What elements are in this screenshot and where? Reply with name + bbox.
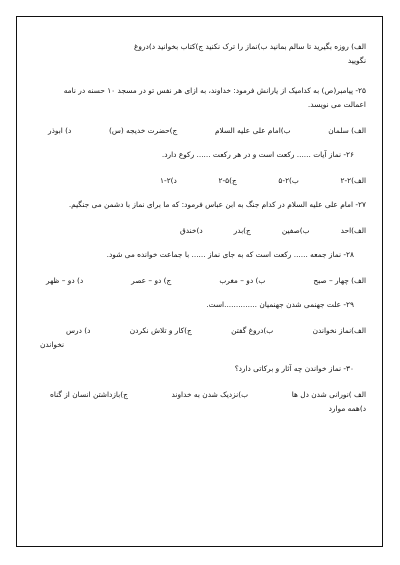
option-c: ج)۵-۲ bbox=[218, 176, 237, 185]
question-25 bbox=[40, 84, 366, 138]
option-b: ب)نزدیک شدن به خداوند bbox=[171, 390, 249, 399]
question-text: ۲۵- پیامبر(ص) به کدامیک از یارانش فرمود: خداوند، به ازای هر نفس تو در مسجد ۱۰ حسنه در نامه bbox=[63, 86, 366, 95]
question-28 bbox=[40, 248, 366, 288]
option-b: ب)صفین bbox=[281, 226, 310, 235]
option-a: الف) چهار – صبح bbox=[313, 276, 366, 285]
question-27 bbox=[40, 198, 366, 238]
option-c: ج)بازداشتن انسان از گناه bbox=[50, 390, 128, 399]
options-row bbox=[40, 174, 366, 188]
options-row bbox=[40, 388, 366, 402]
option-a: الف)احد bbox=[340, 226, 366, 235]
options-row bbox=[40, 224, 366, 238]
option-a: الف )نورانی شدن دل ها bbox=[291, 390, 366, 399]
question-24-options bbox=[40, 40, 366, 68]
question-text: ۲۷- امام علی علیه السلام در کدام جنگ به ابن عباس فرمود: که ما برای نماز با دشمن می جنگیم. bbox=[68, 200, 366, 209]
question-26 bbox=[40, 148, 366, 188]
question-30 bbox=[40, 362, 366, 416]
option-c: ج) دو – عصر bbox=[131, 276, 172, 285]
option-d-continuation: نخواندن bbox=[40, 340, 65, 349]
question-text: ۲۶- نماز آیات ...... رکعت است و در هر رکعت ...... رکوع دارد. bbox=[161, 150, 354, 159]
option-b: ب)۲-۵ bbox=[278, 176, 299, 185]
question-text: ۲۸- نماز جمعه ...... رکعت است که به جای نماز ...... با جماعت خوانده می شود. bbox=[106, 250, 354, 259]
option-c: ج)حضرت خدیجه (س) bbox=[108, 126, 178, 135]
text-line: الف) روزه بگیرید تا سالم بمانید ب)نماز را ترک نکنید ج)کتاب بخوانید د)دروغ bbox=[134, 42, 366, 51]
option-b: ب)امام علی علیه السلام bbox=[214, 126, 291, 135]
option-c: ج)کار و تلاش نکردن bbox=[129, 326, 192, 335]
question-text: اعمالت می نویسد. bbox=[307, 100, 366, 109]
option-d: د) ابوذر bbox=[48, 126, 72, 135]
option-b: ب)دروغ گفتن bbox=[231, 326, 274, 335]
option-d: د) دو – ظهر bbox=[46, 276, 84, 285]
option-a: الف) سلمان bbox=[328, 126, 366, 135]
options-row bbox=[40, 124, 366, 138]
options-row bbox=[40, 274, 366, 288]
option-c: ج)بدر bbox=[233, 226, 251, 235]
question-text: ۳۰- نماز خواندن چه آثار و برکاتی دارد؟ bbox=[234, 364, 354, 373]
option-d: د) درس bbox=[66, 326, 91, 335]
options-row bbox=[40, 324, 366, 338]
option-a: الف)۲-۲ bbox=[340, 176, 366, 185]
option-a: الف)نماز نخواندن bbox=[312, 326, 366, 335]
option-d: د)همه موارد bbox=[328, 404, 366, 413]
option-d: د)خندق bbox=[180, 226, 203, 235]
question-text: ۲۹- علت جهنمی شدن جهنمیان ..............است. bbox=[206, 300, 354, 309]
option-d: د)۲-۱ bbox=[160, 176, 177, 185]
text-line: نگویید bbox=[347, 56, 366, 65]
option-b: ب) دو – مغرب bbox=[219, 276, 266, 285]
exam-content bbox=[40, 40, 366, 426]
question-29 bbox=[40, 298, 366, 352]
